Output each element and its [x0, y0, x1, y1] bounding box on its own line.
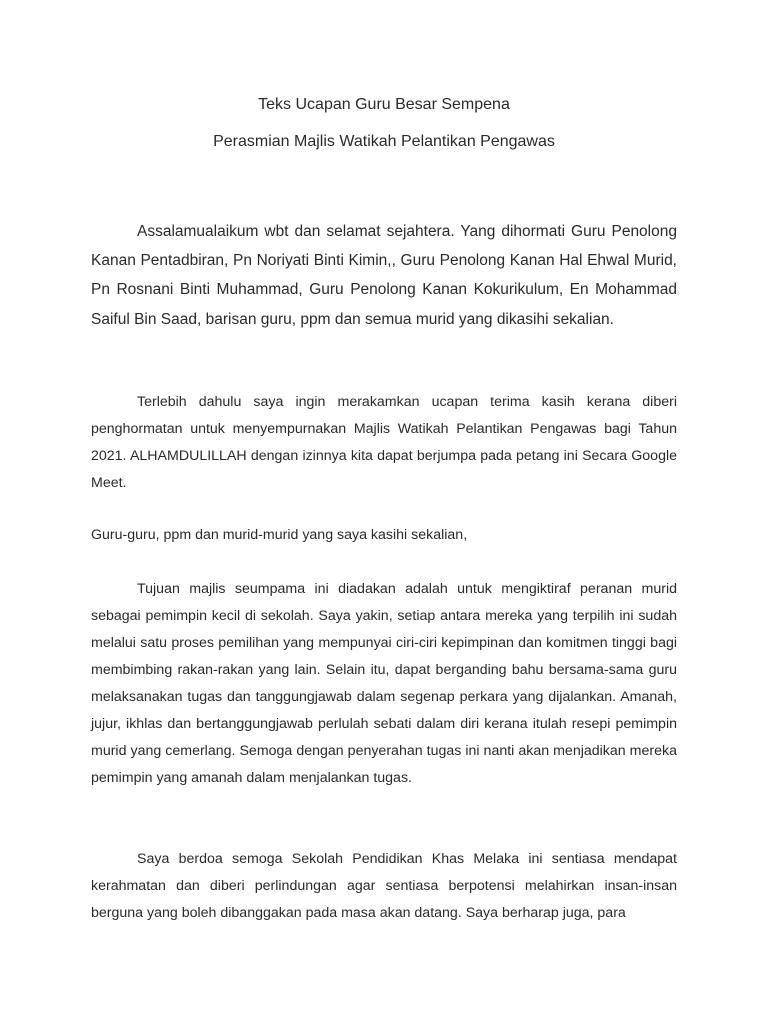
document-title-line-2: Perasmian Majlis Watikah Pelantikan Pengawas: [213, 133, 555, 150]
paragraph-thanks: Terlebih dahulu saya ingin merakamkan ucapan terima kasih kerana diberi penghormatan untuk menyempurnakan Majlis Watikah Pelantikan Pengawas bagi Tahun 2021. ALHAMDULILLAH dengan izinnya kita dapat berjumpa pada petang ini Secara Google Meet.: [91, 394, 677, 491]
document-title-line-1: Teks Ucapan Guru Besar Sempena: [258, 96, 510, 113]
paragraph-greeting: Assalamualaikum wbt dan selamat sejahtera. Yang dihormati Guru Penolong Kanan Pentadbiran, Pn Noriyati Binti Kimin,, Guru Penolong Kanan Hal Ehwal Murid, Pn Rosnani Binti Muhammad, Guru Penolong Kanan Kokurikulum, En Mohammad Saiful Bin Saad, barisan guru, ppm dan semua murid yang dikasihi sekalian.: [91, 223, 677, 328]
paragraph-salutation: Guru-guru, ppm dan murid-murid yang saya kasihi sekalian,: [91, 527, 468, 543]
paragraph-prayer: Saya berdoa semoga Sekolah Pendidikan Khas Melaka ini sentiasa mendapat kerahmatan dan diberi perlindungan agar sentiasa berpotensi melahirkan insan-insan berguna yang boleh dibanggakan pada masa akan datang. Saya berharap juga, para: [91, 851, 677, 921]
paragraph-purpose: Tujuan majlis seumpama ini diadakan adalah untuk mengiktiraf peranan murid sebagai pemimpin kecil di sekolah. Saya yakin, setiap antara mereka yang terpilih ini sudah melalui satu proses pemilihan yang mempunyai ciri-ciri kepimpinan dan komitmen tinggi bagi membimbing rakan-rakan yang lain. Selain itu, dapat berganding bahu bersama-sama guru melaksanakan tugas dan tanggungjawab dalam segenap perkara yang dijalankan. Amanah, jujur, ikhlas dan bertanggungjawab perlulah sebati dalam diri kerana itulah resepi pemimpin murid yang cemerlang. Semoga dengan penyerahan tugas ini nanti akan menjadikan mereka pemimpin yang amanah dalam menjalankan tugas.: [91, 581, 677, 786]
